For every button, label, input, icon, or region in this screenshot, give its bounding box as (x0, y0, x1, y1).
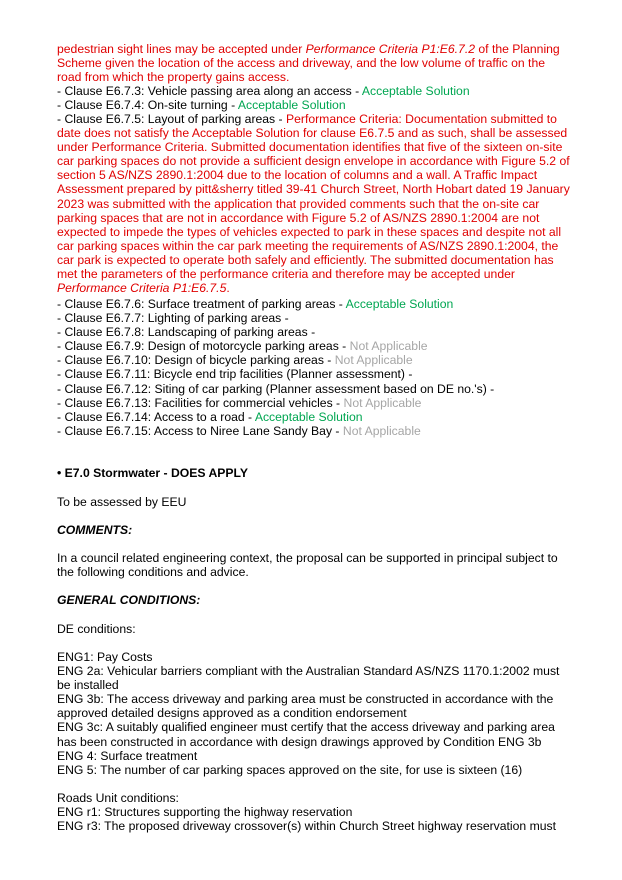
status-badge: Acceptable Solution (237, 98, 346, 113)
clause-item: - Clause E6.7.13: Facilities for commercial vehicles - Not Applicable (57, 395, 422, 410)
clause-item-e675: - Clause E6.7.5: Layout of parking areas - Performance Criteria: Documentation submitted to date does not satisfy the Acceptable Solution for clause E6.7.5 and as such, shall be assessed under Performance Criteria. Submitted documentation identifies that five of the sixteen on-site car parking spaces do not provide a sufficient design envelope in accordance with Figure 5.2 of section 5 AS/NZS 2890.1:2004 due to the location of columns and a wall. A Traffic Impact Assessment prepared by pitt&sherry titled 39-41 Church Street, North Hobart dated 19 January 2023 was submitted with the application that provided comments such that the on-site car parking spaces that are not in accordance with Figure 5.2 of AS/NZS 2890.1:2004 are not expected to impede the types of vehicles expected to park in these spaces and despite not all car parking spaces within the car park meeting the requirements of AS/NZS 2890.1:2004, the car park is expected to operate both safely and efficiently. The submitted documentation has met the parameters of the performance criteria and therefore may be accepted under Performance Criteria P1:E6.7.5. (57, 112, 570, 296)
status-badge: Not Applicable (343, 395, 422, 410)
condition-item: ENG r3: The proposed driveway crossover(s) within Church Street highway reservation must (57, 819, 556, 834)
clause-item: - Clause E6.7.10: Design of bicycle parking areas - Not Applicable (57, 353, 413, 368)
clause-item: - Clause E6.7.3: Vehicle passing area along an access - Acceptable Solution (57, 84, 470, 98)
comments-heading: COMMENTS: (57, 523, 133, 537)
intro-text: pedestrian sight lines may be accepted under (57, 42, 306, 56)
intro-text-end: of the Planning Scheme given the location of the access and driveway, and the low volume of traffic on the road from which the property gains access. (57, 42, 560, 85)
condition-item: ENG 2a: Vehicular barriers compliant with the Australian Standard AS/NZS 1170.1:2002 must be installed (57, 664, 560, 693)
intro-paragraph (57, 42, 572, 84)
comments-text: In a council related engineering context, the proposal can be supported in principal subject to the following conditions and advice. (57, 551, 558, 580)
status-badge: Acceptable Solution (254, 409, 363, 424)
status-badge: Acceptable Solution (361, 84, 470, 98)
clause-item: - Clause E6.7.9: Design of motorcycle parking areas - Not Applicable (57, 339, 428, 354)
clause-item: - Clause E6.7.15: Access to Niree Lane Sandy Bay - Not Applicable (57, 423, 421, 438)
clause-item: - Clause E6.7.7: Lighting of parking areas - (57, 311, 289, 326)
general-conditions-heading: GENERAL CONDITIONS: (57, 593, 201, 607)
clause-item: - Clause E6.7.8: Landscaping of parking areas - (57, 325, 316, 340)
stormwater-text: To be assessed by EEU (57, 495, 187, 509)
condition-item: ENG 4: Surface treatment (57, 748, 198, 763)
de-conditions-label: DE conditions: (57, 622, 136, 636)
clause-list-a (57, 84, 572, 112)
clause-item: - Clause E6.7.6: Surface treatment of parking areas - Acceptable Solution (57, 297, 454, 311)
status-badge: Not Applicable (349, 339, 428, 354)
clause-e675-reference: Performance Criteria P1:E6.7.5 (57, 281, 227, 296)
roads-conditions-list (57, 805, 572, 833)
status-badge: Not Applicable (342, 423, 421, 438)
de-conditions-list (57, 650, 572, 777)
clause-item: - Clause E6.7.11: Bicycle end trip facilities (Planner assessment) - (57, 367, 413, 382)
condition-item: ENG 3b: The access driveway and parking area must be constructed in accordance with the approved detailed designs approved as a condition endorsement (57, 692, 554, 721)
clause-item: - Clause E6.7.12: Siting of car parking (Planner assessment based on DE no.'s) - (57, 381, 495, 396)
stormwater-heading: • E7.0 Stormwater - DOES APPLY (57, 466, 248, 480)
roads-conditions-label: Roads Unit conditions: (57, 791, 179, 805)
condition-item: ENG 3c: A suitably qualified engineer must certify that the access driveway and parking area has been constructed in accordance with design drawings approved by Condition ENG 3b (57, 720, 555, 749)
clause-item: - Clause E6.7.14: Access to a road - Acceptable Solution (57, 409, 363, 424)
condition-item: ENG1: Pay Costs (57, 650, 153, 664)
status-badge: Not Applicable (334, 353, 413, 368)
clause-item: - Clause E6.7.4: On-site turning - Acceptable Solution (57, 98, 346, 113)
status-badge: Acceptable Solution (345, 297, 454, 311)
clause-list-b (57, 297, 572, 438)
intro-reference: Performance Criteria P1:E6.7.2 (305, 42, 476, 56)
condition-item: ENG r1: Structures supporting the highway reservation (57, 805, 353, 819)
condition-item: ENG 5: The number of car parking spaces approved on the site, for use is sixteen (16) (57, 762, 523, 777)
clause-e675-assessment: Performance Criteria: Documentation submitted to date does not satisfy the Acceptable Solution for clause E6.7.5 and as such, shall be assessed under Performance Criteria. Submitted documentation identifies that five of the sixteen on-site car parking spaces do not provide a sufficient design envelope in accordance with Figure 5.2 of section 5 AS/NZS 2890.1:2004 due to the location of columns and a wall. A Traffic Impact Assessment prepared by pitt&sherry titled 39-41 Church Street, North Hobart dated 19 January 2023 was submitted with the application that provided comments such that the on-site car parking spaces that are not in accordance with Figure 5.2 of AS/NZS 2890.1:2004 are not expected to impede the types of vehicles expected to park in these spaces and despite not all car parking spaces within the car park meeting the requirements of AS/NZS 2890.1:2004, the car park is expected to operate both safely and efficiently. The submitted documentation has met the parameters of the performance criteria and therefore may be accepted under (57, 112, 570, 282)
